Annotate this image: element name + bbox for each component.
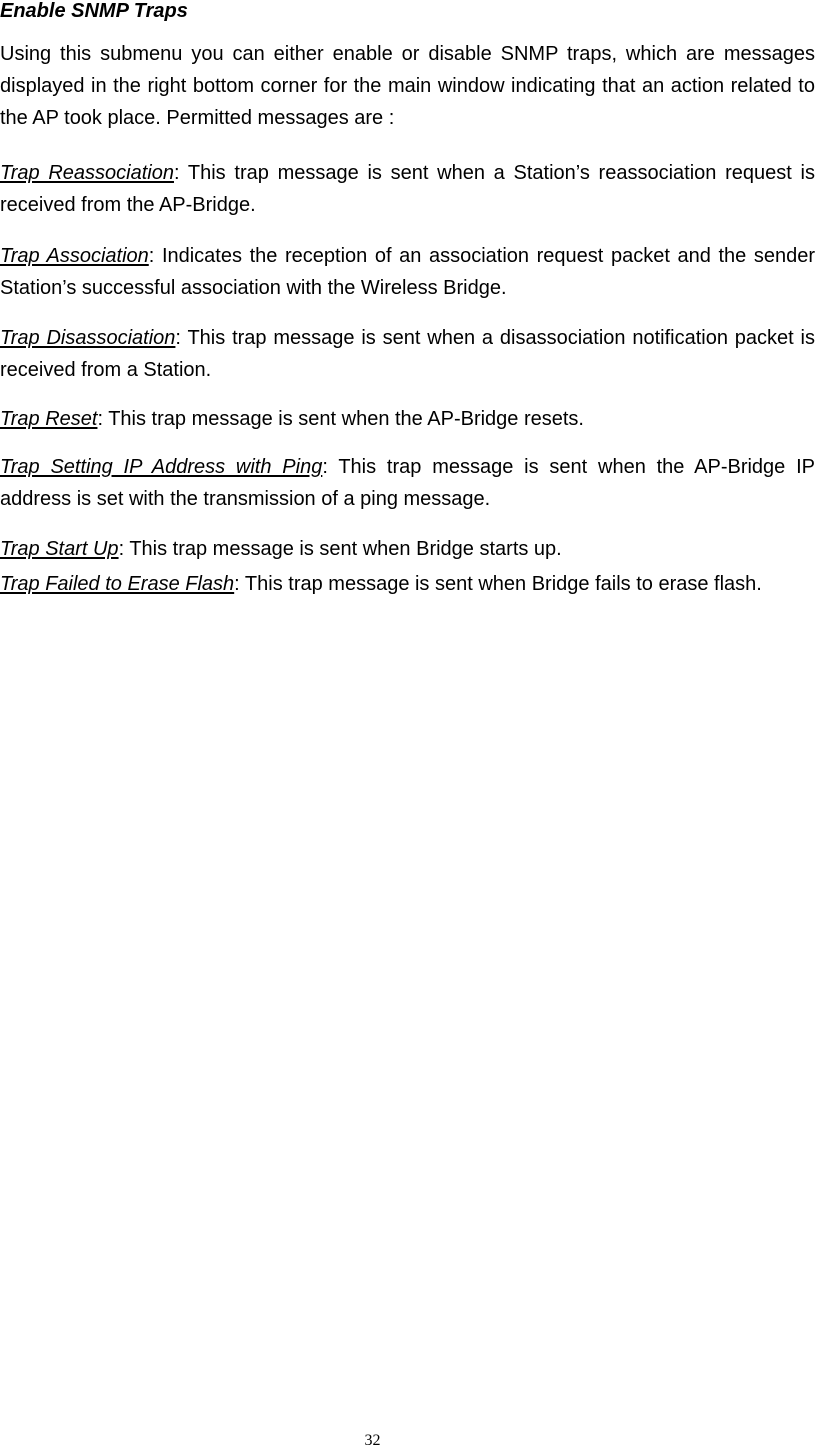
trap-failed-erase-flash-paragraph [0, 568, 815, 600]
trap-reassociation-term: Trap Reassociation [0, 162, 174, 184]
trap-association-term: Trap Association [0, 245, 149, 267]
trap-setting-ip-paragraph [0, 451, 815, 515]
trap-disassociation-term: Trap Disassociation [0, 327, 176, 349]
trap-failed-erase-flash-term: Trap Failed to Erase Flash [0, 573, 235, 595]
trap-setting-ip-term: Trap Setting IP Address with Ping [0, 456, 323, 478]
trap-disassociation-paragraph [0, 322, 815, 386]
trap-setting-ip-description: : This trap message is sent when the AP-Bridge IP address is set with the transmission of a ping message. [0, 456, 815, 510]
trap-reset-description: : This trap message is sent when the AP-Bridge resets. [97, 408, 584, 430]
trap-start-up-term: Trap Start Up [0, 538, 119, 560]
intro-paragraph: Using this submenu you can either enable or disable SNMP traps, which are messages displayed in the right bottom corner for the main window indicating that an action related to the AP took place. Permitted messages are : [0, 43, 815, 129]
trap-disassociation-description: : This trap message is sent when a disassociation notification packet is received from a Station. [0, 327, 815, 381]
trap-reset-paragraph [0, 403, 815, 435]
page-number: 32 [364, 1432, 381, 1449]
trap-association-paragraph [0, 240, 815, 304]
trap-start-up-description: : This trap message is sent when Bridge starts up. [118, 538, 562, 560]
trap-association-description: : Indicates the reception of an association request packet and the sender Station’s successful association with the Wireless Bridge. [0, 245, 816, 299]
trap-reassociation-description: : This trap message is sent when a Station’s reassociation request is received from the AP-Bridge. [0, 162, 815, 216]
section-heading: Enable SNMP Traps [0, 0, 188, 22]
trap-reassociation-paragraph [0, 157, 815, 221]
trap-failed-erase-flash-description: : This trap message is sent when Bridge fails to erase flash. [234, 573, 762, 595]
trap-reset-term: Trap Reset [0, 408, 98, 430]
trap-start-up-paragraph [0, 533, 815, 565]
